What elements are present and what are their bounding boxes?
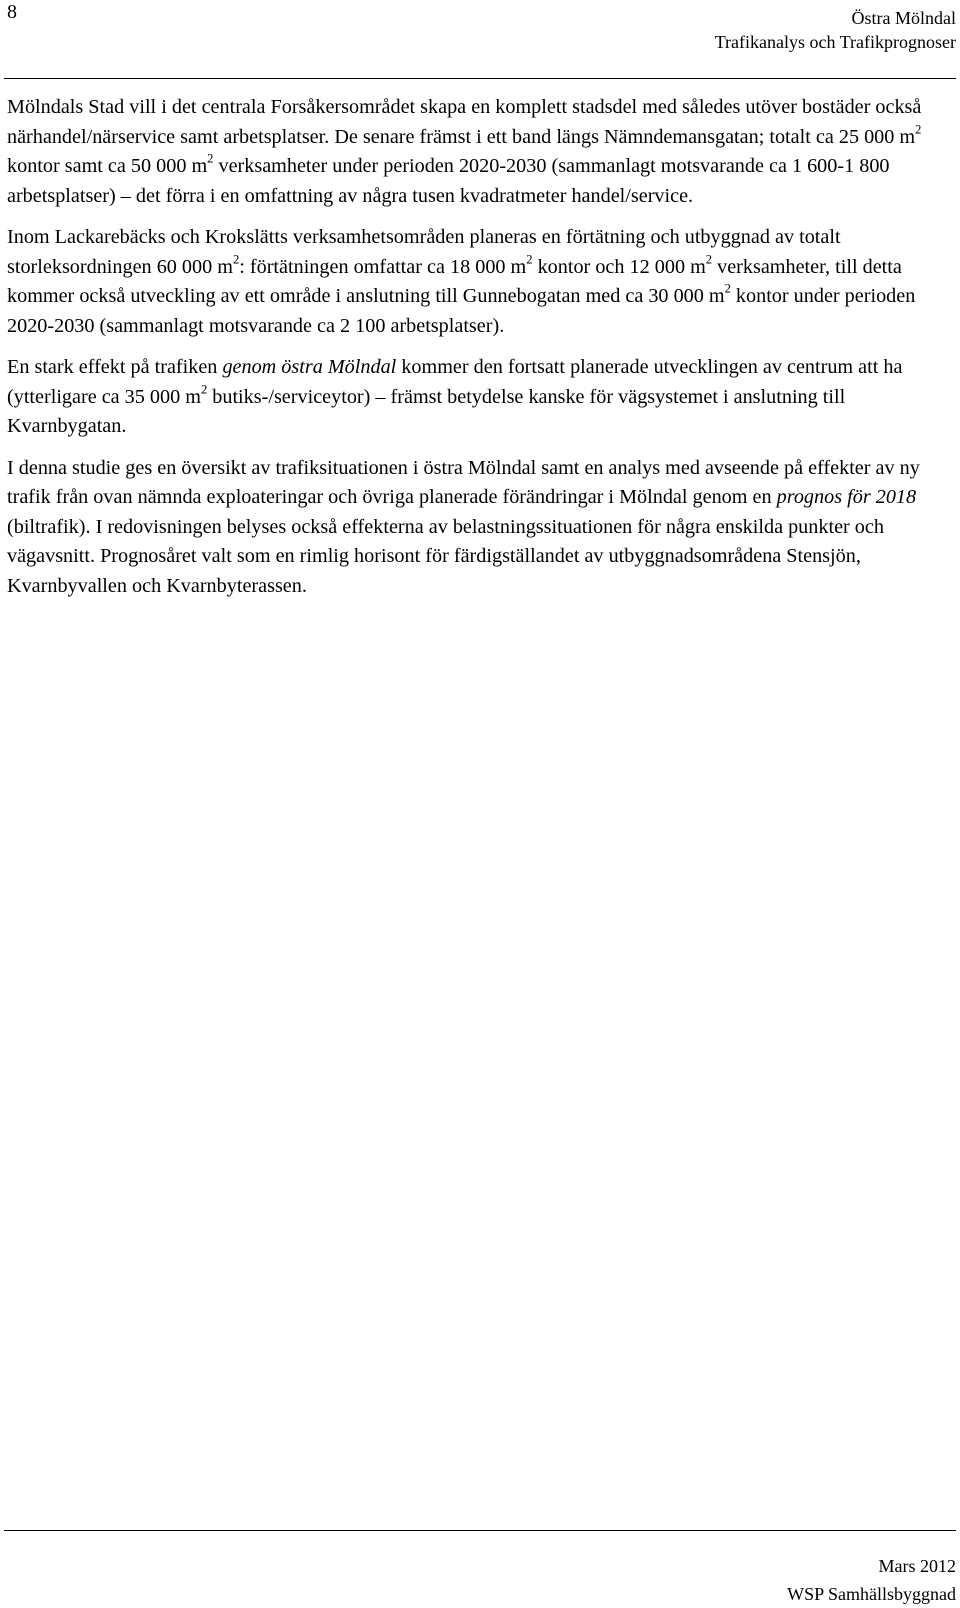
header-divider	[4, 78, 956, 79]
header-title: Östra Mölndal	[851, 8, 956, 28]
document-body	[7, 93, 947, 613]
paragraph-1: Mölndals Stad vill i det centrala Forsåkersområdet skapa en komplett stadsdel med således utöver bostäder också närhandel/närservice samt arbetsplatser. De senare främst i ett band längs Nämndemansgatan; totalt ca 25 000 $m^2$ kontor samt ca 50 000 $m^2$ verksamheter under perioden 2020-2030 (sammanlagt motsvarande ca 1 600-1 800 arbetsplatser) – det förra i en omfattning av några tusen kvadratmeter handel/service.	[7, 96, 922, 207]
paragraph-3: En stark effekt på trafiken genom östra Mölndal kommer den fortsatt planerade utvecklingen av centrum att ha (ytterligare ca 35 000 $m^2$ butiks-/serviceytor) – främst betydelse kanske för vägsystemet i anslutning till Kvarnbygatan.	[7, 356, 903, 437]
page-header	[360, 6, 960, 54]
footer-divider	[4, 1530, 956, 1531]
footer-company: WSP Samhällsbyggnad	[787, 1584, 956, 1604]
header-subtitle: Trafikanalys och Trafikprognoser	[714, 32, 956, 52]
paragraph-2: Inom Lackarebäcks och Krokslätts verksamhetsområden planeras en förtätning och utbyggnad av totalt storleksordningen 60 000 $m^2$: förtätningen omfattar ca 18 000 $m^2$ kontor och 12 000 $m^2$ verksamheter, till detta kommer också utveckling av ett område i anslutning till Gunnebogatan med ca 30 000 $m^2$ kontor under perioden 2020-2030 (sammanlagt motsvarande ca 2 100 arbetsplatser).	[7, 226, 916, 337]
page-number: 8	[7, 1, 17, 23]
page-footer	[360, 1552, 960, 1608]
paragraph-4: I denna studie ges en översikt av trafiksituationen i östra Mölndal samt en analys med avseende på effekter av ny trafik från ovan nämnda exploateringar och övriga planerade förändringar i Mölndal genom en prognos för 2018 (biltrafik). I redovisningen belyses också effekterna av belastningssituationen för några enskilda punkter och vägavsnitt. Prognosåret valt som en rimlig horisont för färdigställandet av utbyggnadsområdena Stensjön, Kvarnbyvallen och Kvarnbyterassen.	[7, 456, 920, 597]
footer-date: Mars 2012	[878, 1556, 956, 1576]
